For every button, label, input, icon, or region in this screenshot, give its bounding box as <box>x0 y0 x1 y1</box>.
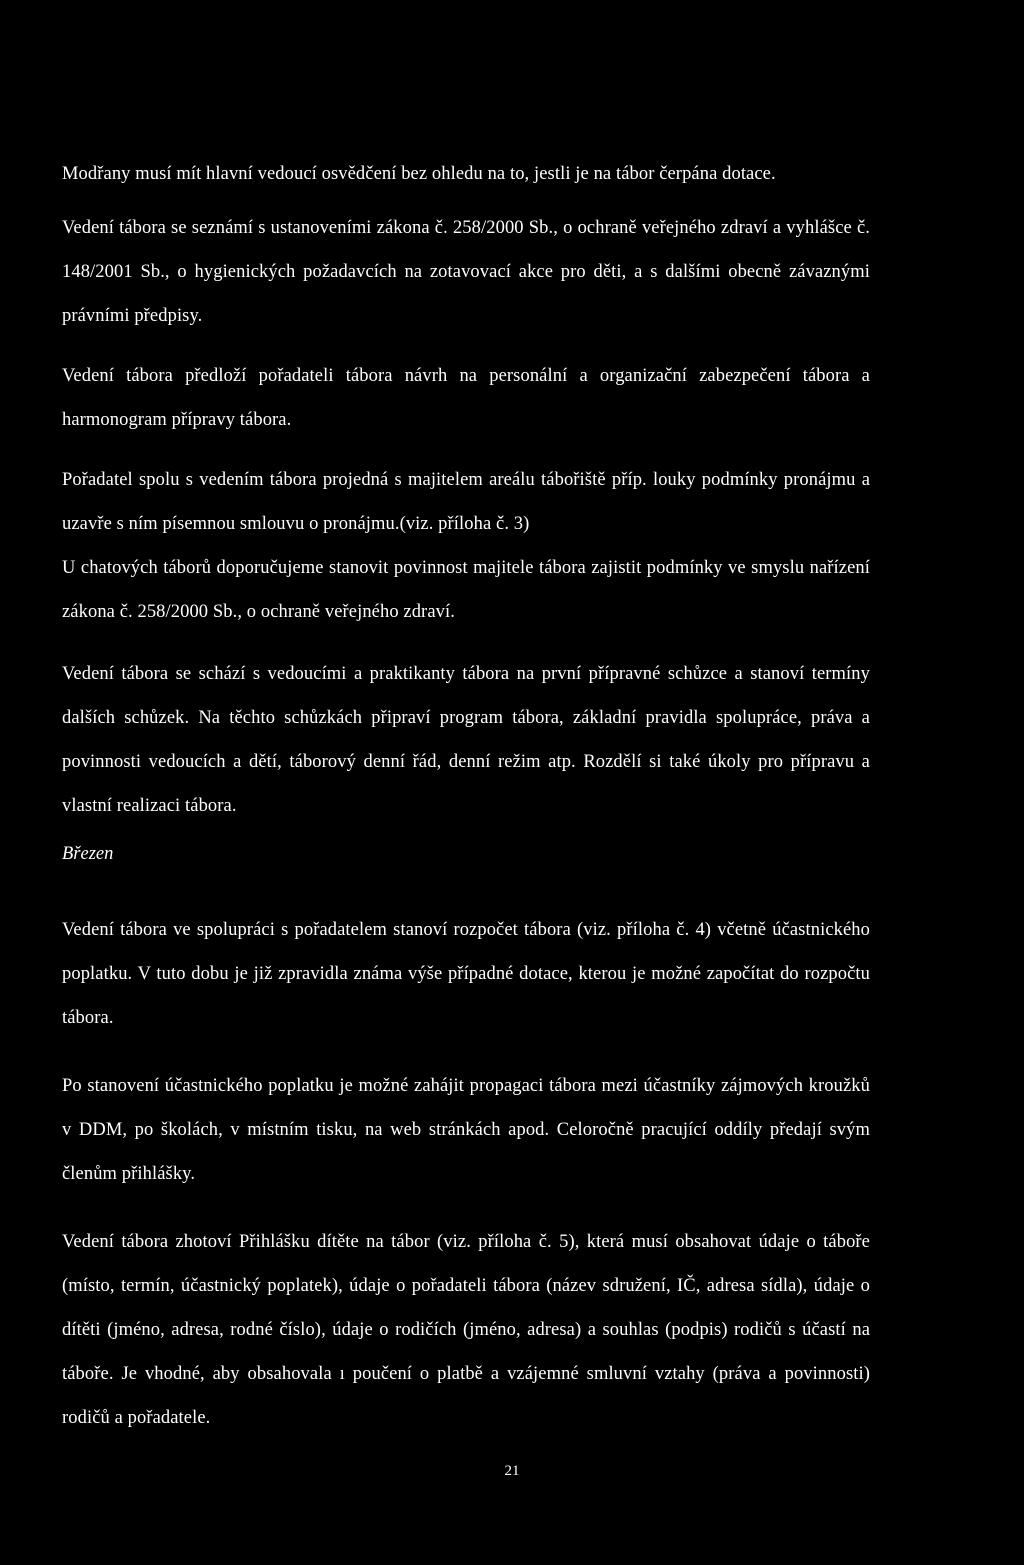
page-number: 21 <box>504 1463 520 1479</box>
paragraph-preparation-meetings: Vedení tábora se schází s vedoucími a praktikanty tábora na první přípravné schůzce a stanoví termíny dalších schůzek. Na těchto schůzkách připraví program tábora, základní pravidla spolupráce, práva a povinnosti vedoucích a dětí, táborový denní řád, denní režim atp. Rozdělí si také úkoly pro přípravu a vlastní realizaci tábora. <box>62 664 870 816</box>
paragraph-application-form: Vedení tábora zhotoví Přihlášku dítěte na tábor (viz. příloha č. 5), která musí obsahovat údaje o táboře (místo, termín, účastnický poplatek), údaje o pořadateli tábora (název sdružení, IČ, adresa sídla), údaje o dítěti (jméno, adresa, rodné číslo), údaje o rodičích (jméno, adresa) a souhlas (podpis) rodičů s účastí na táboře. Je vhodné, aby obsahovala ı poučení o platbě a vzájemné smluvní vztahy (práva a povinnosti) rodičů a pořadatele. <box>62 1232 870 1428</box>
paragraph-organisational-proposal: Vedení tábora předloží pořadateli tábora návrh na personální a organizační zabezpečení tábora a harmonogram přípravy tábora. <box>62 366 870 430</box>
paragraph-lease-agreement: Pořadatel spolu s vedením tábora projedná s majitelem areálu tábořiště příp. louky podmínky pronájmu a uzavře s ním písemnou smlouvu o pronájmu.(viz. příloha č. 3) <box>62 470 870 534</box>
section-heading-month: Březen <box>62 844 114 864</box>
paragraph-budget: Vedení tábora ve spolupráci s pořadatelem stanoví rozpočet tábora (viz. příloha č. 4) včetně účastnického poplatku. V tuto dobu je již zpravidla známa výše případné dotace, kterou je možné započítat do rozpočtu tábora. <box>62 920 870 1028</box>
document-body <box>62 152 870 1440</box>
paragraph-promotion: Po stanovení účastnického poplatku je možné zahájit propagaci tábora mezi účastníky zájmových kroužků v DDM, po školách, v místním tisku, na web stránkách apod. Celoročně pracující oddíly předají svým členům přihlášky. <box>62 1076 870 1184</box>
paragraph-cabin-camps: U chatových táborů doporučujeme stanovit povinnost majitele tábora zajistit podmínky ve smyslu nařízení zákona č. 258/2000 Sb., o ochraně veřejného zdraví. <box>62 558 870 622</box>
paragraph-legal-regulations: Vedení tábora se seznámí s ustanoveními zákona č. 258/2000 Sb., o ochraně veřejného zdraví a vyhlášce č. 148/2001 Sb., o hygienických požadavcích na zotavovací akce pro děti, a s dalšími obecně závaznými právními předpisy. <box>62 218 870 326</box>
paragraph-certificate: Modřany musí mít hlavní vedoucí osvědčení bez ohledu na to, jestli je na tábor čerpána dotace. <box>62 164 776 184</box>
